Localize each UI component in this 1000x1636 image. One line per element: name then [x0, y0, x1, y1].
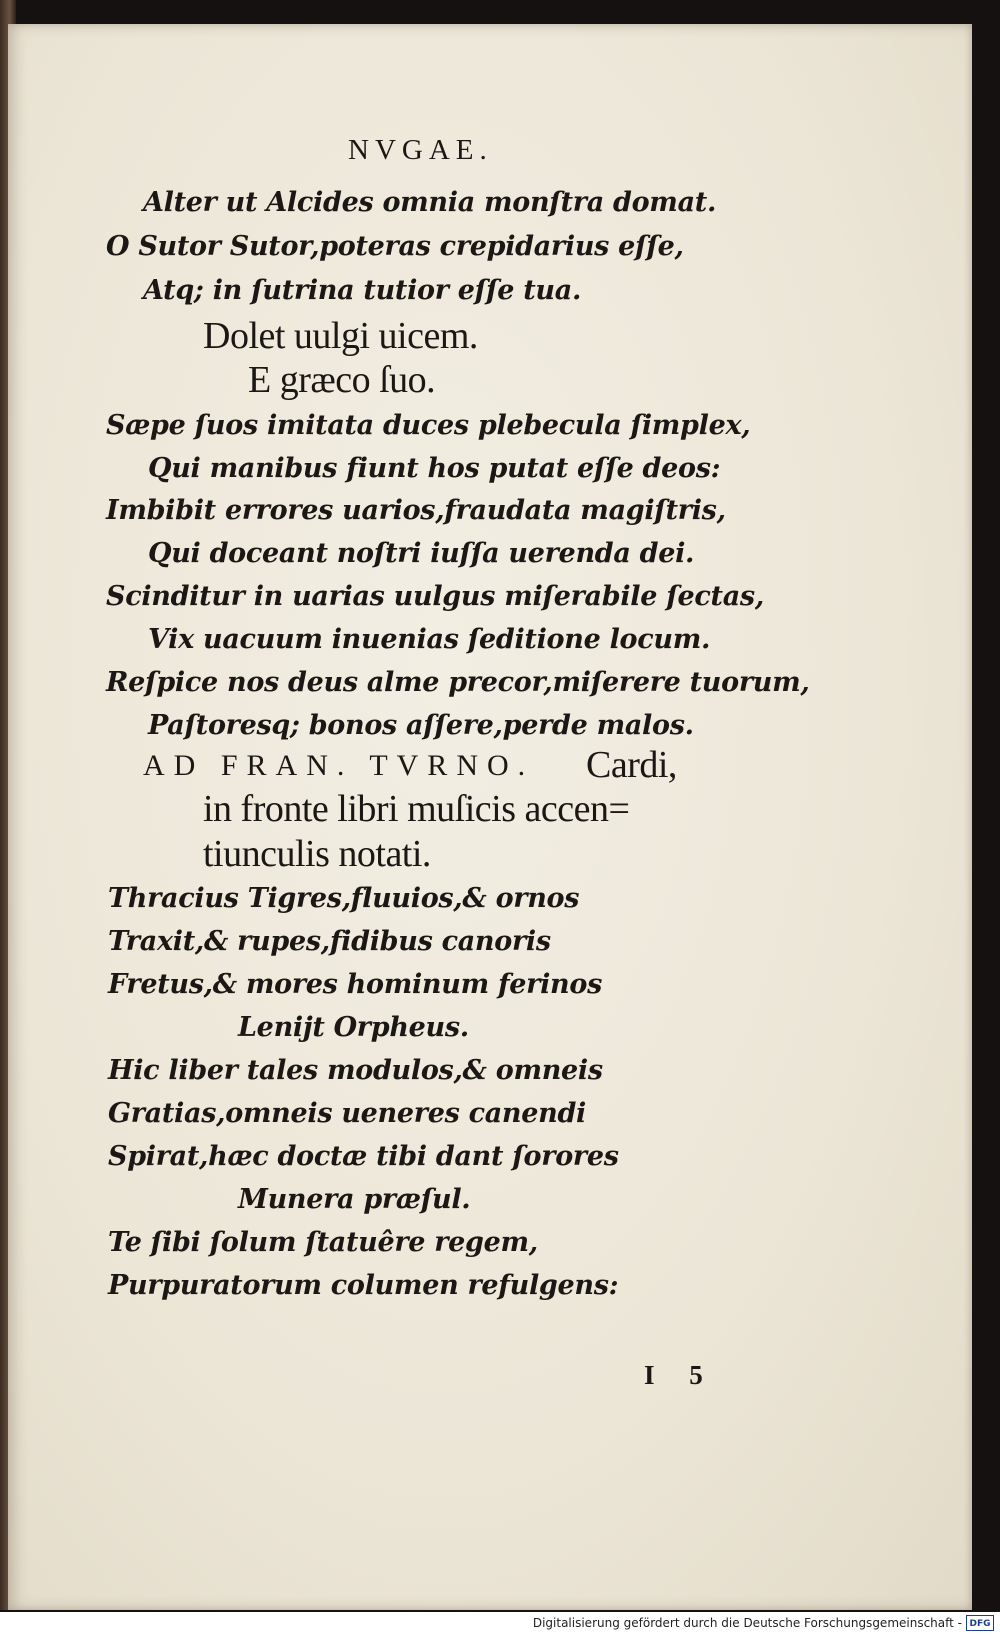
footer-credit: Digitalisierung gefördert durch die Deutsche Forschungsgemeinschaft - [532, 1616, 962, 1630]
text-line: Scinditur in uarias uulgus miſerabile ſectas, [106, 581, 764, 612]
text-line: Imbibit errores uarios,fraudata magiſtris, [106, 495, 726, 526]
text-line: Te ſibi ſolum ſtatuêre regem, [108, 1227, 538, 1258]
text-line: Traxit,& rupes,fidibus canoris [108, 926, 551, 957]
text-line: Fretus,& mores hominum ferinos [108, 969, 602, 1000]
text-line: Hic liber tales modulos,& omneis [108, 1055, 603, 1086]
book-page [8, 24, 972, 1610]
heading-line: Dolet uulgi uicem. [203, 315, 478, 357]
heading-line: E græco ſuo. [248, 359, 436, 401]
text-line: Gratias,omneis ueneres canendi [108, 1098, 586, 1129]
text-line: Spirat,hæc doctæ tibi dant ſorores [108, 1141, 619, 1172]
text-line: Lenijt Orpheus. [238, 1012, 469, 1043]
text-line: Sæpe ſuos imitata duces plebecula ſimplex, [106, 410, 751, 441]
digitization-footer [0, 1612, 1000, 1636]
heading-line: tiunculis notati. [203, 833, 431, 875]
text-line: O Sutor Sutor,poteras crepidarius eſſe, [106, 231, 684, 262]
text-line: Qui doceant noſtri iuſſa uerenda dei. [148, 538, 695, 569]
text-line: Munera præſul. [238, 1184, 471, 1215]
text-line: Thracius Tigres,fluuios,& ornos [108, 883, 580, 914]
text-line: Purpuratorum columen refulgens: [108, 1270, 619, 1301]
signature-mark: I 5 [644, 1360, 703, 1390]
dfg-logo-icon: DFG [966, 1615, 994, 1631]
heading-line: in fronte libri muſicis accen= [203, 788, 630, 830]
heading-caps: AD FRAN. TVRNO. [143, 749, 535, 782]
text-line: Atq; in ſutrina tutior eſſe tua. [143, 275, 582, 306]
heading-line: Cardi, [586, 744, 677, 786]
text-line: Alter ut Alcides omnia monſtra domat. [143, 187, 717, 218]
text-line: Vix uacuum inuenias ſeditione locum. [148, 624, 711, 655]
text-line: Paſtoresq; bonos aſſere,perde malos. [148, 710, 694, 741]
text-line: Qui manibus fiunt hos putat eſſe deos: [148, 453, 721, 484]
text-line: Reſpice nos deus alme precor,miſerere tuorum, [106, 667, 810, 698]
running-head: NVGAE. [348, 134, 493, 166]
